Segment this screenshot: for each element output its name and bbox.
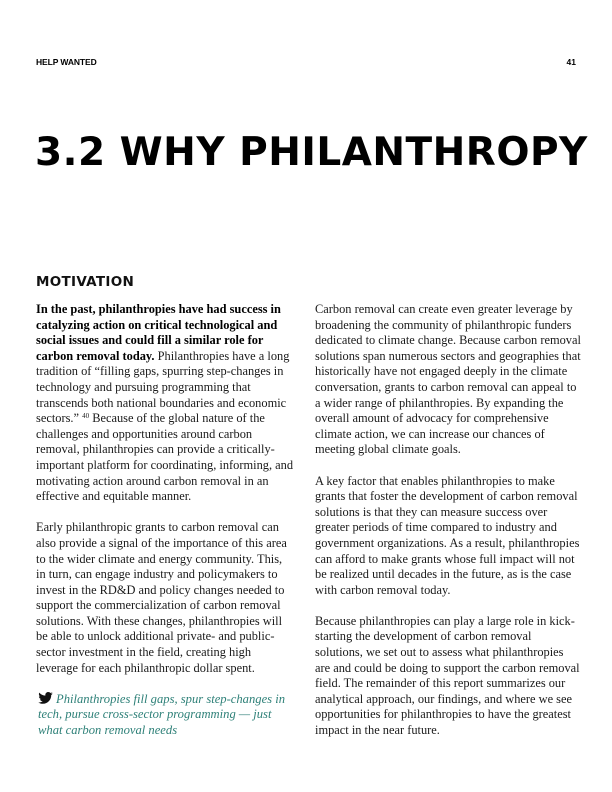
section-heading: MOTIVATION <box>36 274 135 290</box>
paragraph-key-factor: A key factor that enables philanthropies to make grants that foster the development of carbon removal solutions is that they can measure success over greater periods of time compared to industry and government organizations. As a result, philanthropies can afford to make grants whose full impact will not be realized until decades in the future, as is the case with carbon removal today. <box>315 473 580 597</box>
intro-text-a: Philanthropies have a long tradition of “filling gaps, spurring step-changes in technology and pursuing programming that transcends both national boundaries and economic sectors.” <box>36 348 290 426</box>
paragraph-signal: Early philanthropic grants to carbon removal can also provide a signal of the importance of this area to the wider climate and energy community. This, in turn, can engage industry and policymakers to invest in the RD&D and policy changes needed to support the commercialization of carbon removal solutions. With these changes, philanthropies will be able to unlock additional private- and public-sector investment in the field, creating high leverage for each philanthropic dollar spent. <box>36 520 287 675</box>
paragraph-intro <box>36 302 294 505</box>
right-column <box>315 302 581 754</box>
running-head: HELP WANTED <box>36 57 97 67</box>
footnote-ref[interactable]: 40 <box>82 412 90 421</box>
intro-bold-lead: In the past, philanthropies have had success in catalyzing action on critical technological and social issues and could fill a similar role for carbon removal today. <box>36 302 281 363</box>
twitter-bird-icon <box>38 692 53 704</box>
paragraph-report-scope: Because philanthropies can play a large role in kick-starting the development of carbon removal solutions, we set out to assess what philanthropies are and could be doing to support the carbon removal field. The remainder of this report summarizes our analytical approach, our findings, and where we see opportunities for philanthropies to have the greatest impact in the near future. <box>315 613 580 738</box>
page-title: 3.2 WHY PHILANTHROPY <box>35 130 588 175</box>
page-number: 41 <box>566 57 576 67</box>
intro-text-b: Because of the global nature of the challenges and opportunities around carbon removal, philanthropies can provide a critically-important platform for coordinating, informing, and motivating action around carbon removal in an effective and equitable manner. <box>36 411 294 504</box>
tweet-quote-link[interactable] <box>36 692 294 739</box>
left-column <box>36 302 294 739</box>
paragraph-leverage: Carbon removal can create even greater leverage by broadening the community of philanthropic funders dedicated to climate change. Because carbon removal solutions span numerous sectors and geographies that historically have not engaged deeply in the climate conversation, grants to carbon removal can appeal to a wider range of philanthropies. By expanding the overall amount of advocacy for comprehensive climate action, we can increase our chances of meeting global climate goals. <box>315 302 581 457</box>
tweet-text: Philanthropies fill gaps, spur step-changes in tech, pursue cross-sector programming — just what carbon removal needs <box>38 691 286 738</box>
